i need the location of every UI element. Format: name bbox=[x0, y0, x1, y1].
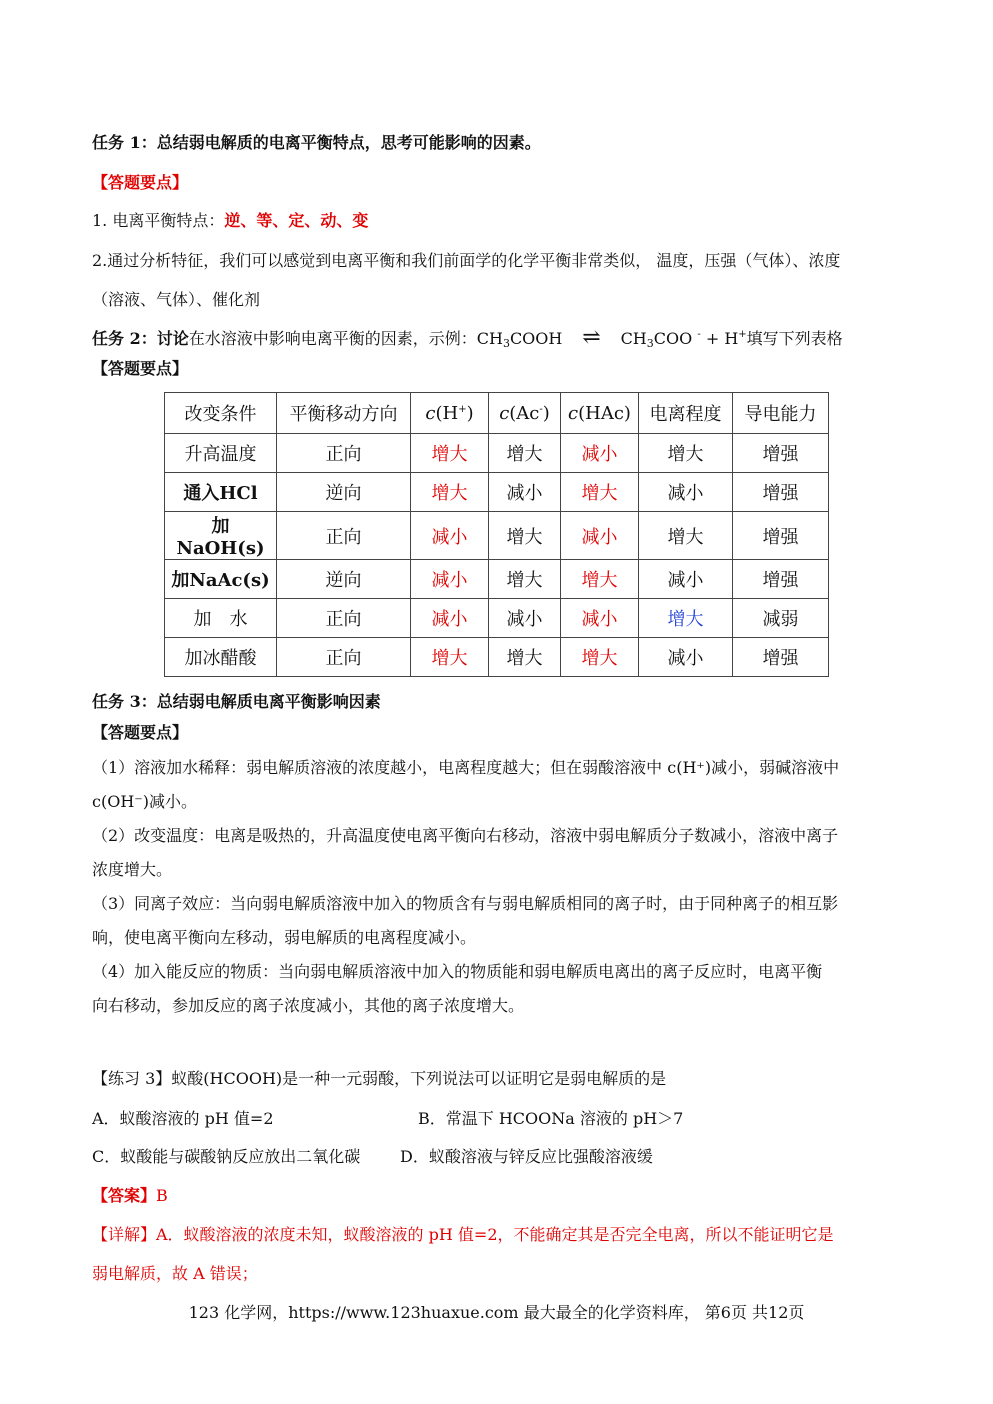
task3-p3-line2: 响，使电离平衡向左移动，弱电解质的电离程度减小。 bbox=[92, 928, 477, 947]
task1-title: 任务 1：总结弱电解质的电离平衡特点，思考可能影响的因素。 bbox=[92, 133, 541, 152]
task2-title-rest: 在水溶液中影响电离平衡的因素，示例： bbox=[188, 329, 477, 348]
cell-c-h: 增大 bbox=[411, 638, 489, 677]
task1-item2-line2: （溶液、气体）、催化剂 bbox=[92, 290, 261, 309]
answer-label: 【答案】 bbox=[92, 1186, 157, 1205]
cell-conductivity: 增强 bbox=[733, 512, 829, 560]
task3-p4-line1: （4）加入能反应的物质：当向弱电解质溶液中加入的物质能和弱电解质电离出的离子反应时，电离平衡 bbox=[92, 962, 823, 981]
cell-degree: 增大 bbox=[639, 512, 733, 560]
task3-key-points-label: 【答题要点】 bbox=[92, 723, 189, 742]
task2-key-points-label: 【答题要点】 bbox=[92, 359, 189, 378]
cell-condition: 加 NaOH(s) bbox=[165, 512, 277, 560]
cell-conductivity: 增强 bbox=[733, 638, 829, 677]
task3-title: 任务 3：总结弱电解质电离平衡影响因素 bbox=[92, 692, 381, 711]
table-header-row bbox=[165, 393, 829, 434]
header-c-hac: c(HAc) bbox=[561, 393, 639, 434]
table-row bbox=[165, 638, 829, 677]
task3-p1-line1: （1）溶液加水稀释：弱电解质溶液的浓度越小，电离程度越大；但在弱酸溶液中 c(H⁺)减小，弱碱溶液中 bbox=[92, 758, 840, 777]
exercise-detail-line1: 【详解】A．蚁酸溶液的浓度未知，蚁酸溶液的 pH 值=2，不能确定其是否完全电离，所以不能证明它是 bbox=[92, 1225, 834, 1244]
ionization-factors-table bbox=[164, 392, 829, 677]
cell-condition: 加NaAc(s) bbox=[165, 560, 277, 599]
cell-conductivity: 增强 bbox=[733, 434, 829, 473]
cell-direction: 正向 bbox=[277, 638, 411, 677]
cell-c-ac: 增大 bbox=[489, 560, 561, 599]
header-condition: 改变条件 bbox=[165, 393, 277, 434]
header-c-ac: c(Ac-) bbox=[489, 393, 561, 434]
table-row bbox=[165, 434, 829, 473]
cell-c-hac: 增大 bbox=[561, 560, 639, 599]
cell-c-hac: 增大 bbox=[561, 473, 639, 512]
header-conductivity: 导电能力 bbox=[733, 393, 829, 434]
table-row bbox=[165, 512, 829, 560]
exercise-option-c: C．蚁酸能与碳酸钠反应放出二氧化碳 bbox=[92, 1147, 361, 1166]
task1-key-points-label: 【答题要点】 bbox=[92, 173, 189, 192]
cell-c-ac: 增大 bbox=[489, 434, 561, 473]
cell-direction: 逆向 bbox=[277, 560, 411, 599]
task1-item2-line1: 2.通过分析特征，我们可以感觉到电离平衡和我们前面学的化学平衡非常类似， 温度，压强（气体）、浓度 bbox=[92, 251, 841, 270]
cell-c-ac: 减小 bbox=[489, 473, 561, 512]
task1-item1-highlight: 逆、等、定、动、变 bbox=[224, 211, 369, 230]
task3-p2-line2: 浓度增大。 bbox=[92, 860, 173, 879]
equilibrium-arrow-icon: ⇌ bbox=[582, 325, 601, 350]
task3-p3-line1: （3）同离子效应：当向弱电解质溶液中加入的物质含有与弱电解质相同的离子时，由于同种离子的相互影 bbox=[92, 894, 839, 913]
cell-direction: 正向 bbox=[277, 512, 411, 560]
cell-conductivity: 增强 bbox=[733, 560, 829, 599]
cell-c-ac: 减小 bbox=[489, 599, 561, 638]
exercise-answer bbox=[92, 1183, 168, 1206]
cell-condition: 加冰醋酸 bbox=[165, 638, 277, 677]
cell-degree: 增大 bbox=[639, 599, 733, 638]
cell-c-ac: 增大 bbox=[489, 512, 561, 560]
task1-item1 bbox=[92, 208, 368, 231]
equation-left: $CH_3COOH$ bbox=[476, 329, 563, 350]
cell-condition: 通入HCl bbox=[165, 473, 277, 512]
cell-conductivity: 增强 bbox=[733, 473, 829, 512]
exercise-detail-line2: 弱电解质，故 A 错误； bbox=[92, 1264, 258, 1283]
cell-c-h: 增大 bbox=[411, 473, 489, 512]
table-row bbox=[165, 560, 829, 599]
task3-p2-line1: （2）改变温度：电离是吸热的，升高温度使电离平衡向右移动，溶液中弱电解质分子数减小，溶液中离子 bbox=[92, 826, 839, 845]
task3-p1-line2: c(OH⁻)减小。 bbox=[92, 792, 197, 811]
header-c-h: c(H+) bbox=[411, 393, 489, 434]
cell-c-ac: 增大 bbox=[489, 638, 561, 677]
cell-c-h: 减小 bbox=[411, 599, 489, 638]
cell-c-hac: 增大 bbox=[561, 638, 639, 677]
exercise-question: 【练习 3】蚁酸(HCOOH)是一种一元弱酸，下列说法可以证明它是弱电解质的是 bbox=[92, 1069, 667, 1088]
table-row bbox=[165, 473, 829, 512]
answer-value: B bbox=[156, 1186, 168, 1205]
task1-item1-prefix: 1. 电离平衡特点： bbox=[92, 211, 225, 230]
cell-condition: 升高温度 bbox=[165, 434, 277, 473]
exercise-option-d: D．蚁酸溶液与锌反应比强酸溶液缓 bbox=[400, 1147, 653, 1166]
task2-title bbox=[92, 326, 843, 350]
cell-c-hac: 减小 bbox=[561, 512, 639, 560]
cell-direction: 逆向 bbox=[277, 473, 411, 512]
task3-p4-line2: 向右移动，参加反应的离子浓度减小，其他的离子浓度增大。 bbox=[92, 996, 525, 1015]
cell-c-hac: 减小 bbox=[561, 434, 639, 473]
table-row bbox=[165, 599, 829, 638]
task2-after-equation: 填写下列表格 bbox=[746, 329, 843, 348]
task2-title-bold: 任务 2：讨论 bbox=[92, 329, 189, 348]
cell-c-hac: 减小 bbox=[561, 599, 639, 638]
cell-direction: 正向 bbox=[277, 599, 411, 638]
equation-right: $CH_3COO$ - + H+ bbox=[620, 329, 747, 350]
exercise-option-a: A．蚁酸溶液的 pH 值=2 bbox=[92, 1109, 274, 1128]
header-direction: 平衡移动方向 bbox=[277, 393, 411, 434]
cell-degree: 增大 bbox=[639, 434, 733, 473]
cell-conductivity: 减弱 bbox=[733, 599, 829, 638]
cell-direction: 正向 bbox=[277, 434, 411, 473]
cell-degree: 减小 bbox=[639, 638, 733, 677]
cell-c-h: 减小 bbox=[411, 512, 489, 560]
cell-c-h: 减小 bbox=[411, 560, 489, 599]
cell-condition: 加 水 bbox=[165, 599, 277, 638]
page-footer: 123 化学网，https://www.123huaxue.com 最大最全的化学资料库， 第6页 共12页 bbox=[188, 1303, 805, 1322]
exercise-option-b: B．常温下 HCOONa 溶液的 pH＞7 bbox=[418, 1109, 684, 1128]
header-degree: 电离程度 bbox=[639, 393, 733, 434]
cell-c-h: 增大 bbox=[411, 434, 489, 473]
cell-degree: 减小 bbox=[639, 560, 733, 599]
cell-degree: 减小 bbox=[639, 473, 733, 512]
